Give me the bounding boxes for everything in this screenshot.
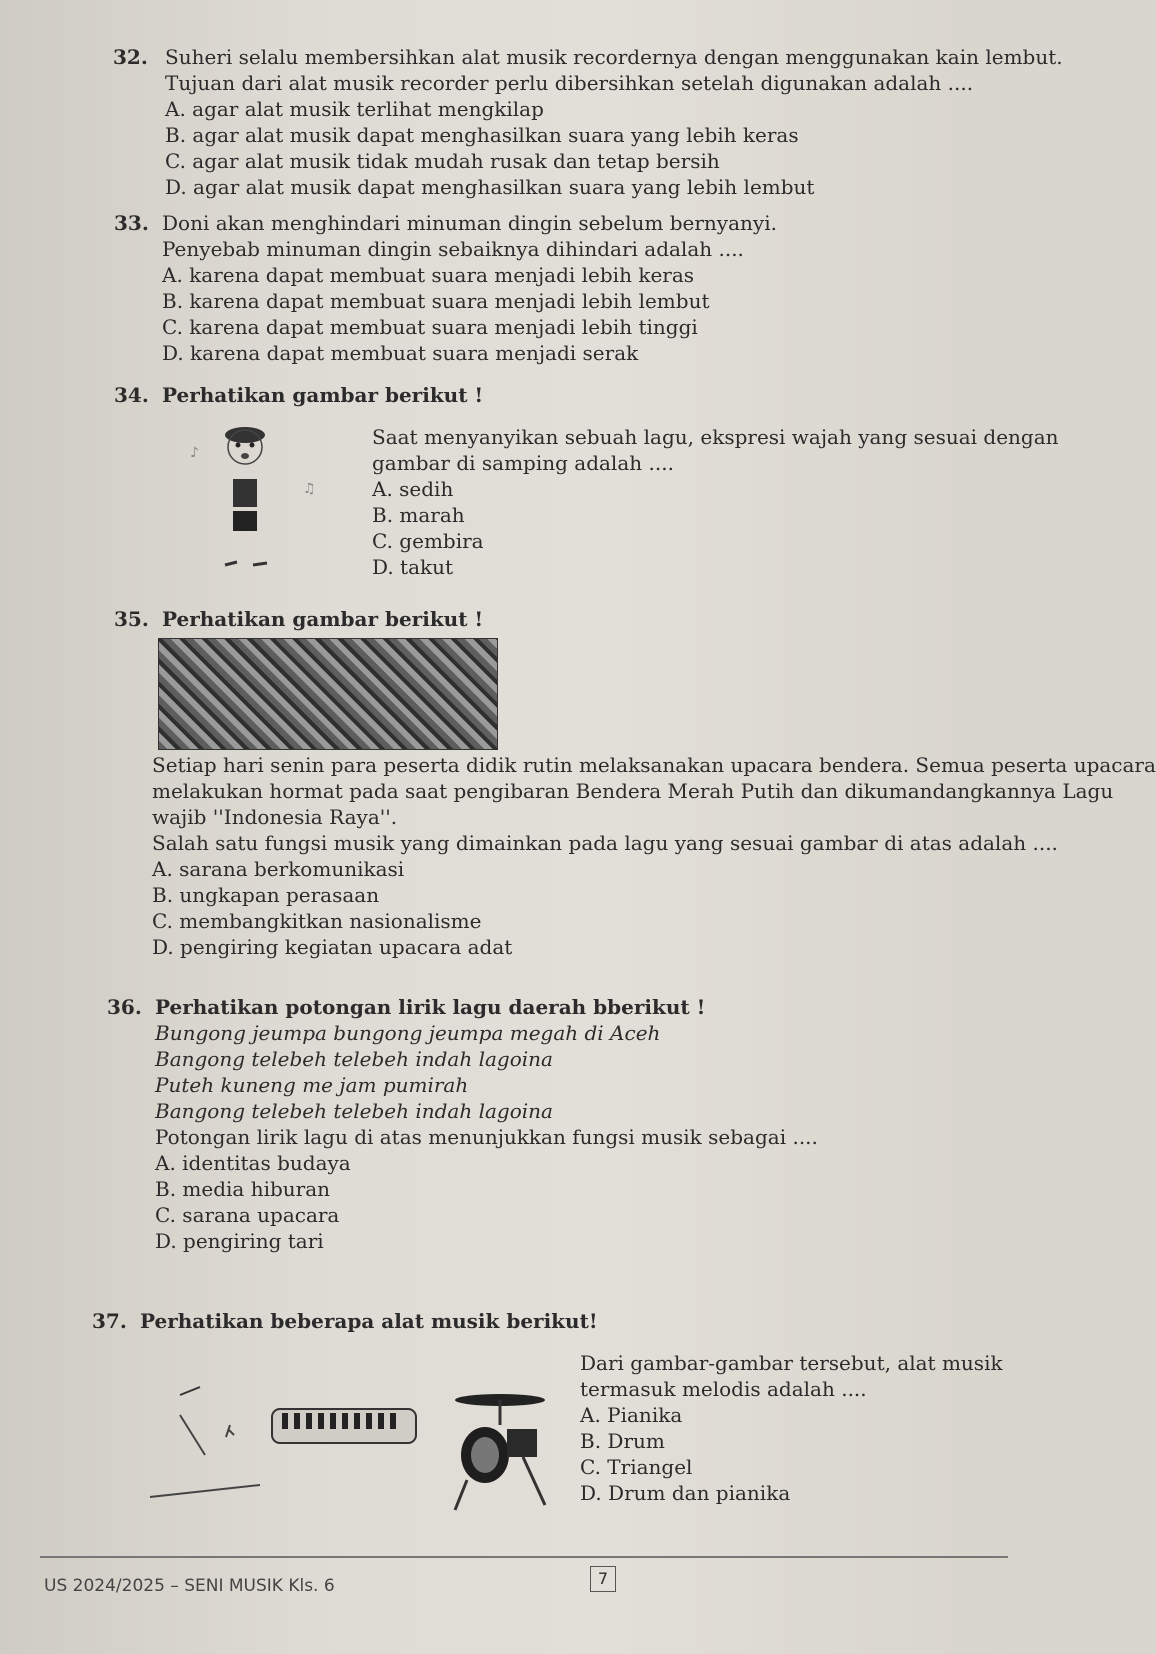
option-b: B. media hiburan — [155, 1177, 331, 1201]
question-33 — [114, 210, 777, 366]
singer-illustration — [185, 415, 335, 575]
option-d: D. pengiring kegiatan upacara adat — [152, 935, 513, 959]
svg-text:♫: ♫ — [303, 481, 316, 497]
question-stem: gambar di samping adalah .... — [372, 451, 674, 475]
option-d: D. takut — [372, 555, 454, 579]
question-stem: Saat menyanyikan sebuah lagu, ekspresi wajah yang sesuai dengan — [372, 425, 1059, 449]
question-stem: Potongan lirik lagu di atas menunjukkan fungsi musik sebagai .... — [155, 1125, 818, 1149]
option-c: C. karena dapat membuat suara menjadi lebih tinggi — [162, 315, 698, 339]
question-stem: melakukan hormat pada saat pengibaran Bendera Merah Putih dan dikumandangkannya Lagu — [152, 779, 1114, 803]
lyric-line: Bangong telebeh telebeh indah lagoina — [155, 1047, 553, 1071]
option-b: B. karena dapat membuat suara menjadi lebih lembut — [162, 289, 710, 313]
footer-divider — [40, 1556, 1008, 1558]
question-35-body — [152, 752, 1156, 960]
option-c: C. sarana upacara — [155, 1203, 340, 1227]
option-c: C. Triangel — [580, 1455, 693, 1479]
drum-icon — [445, 1385, 555, 1515]
question-stem: termasuk melodis adalah .... — [580, 1377, 867, 1401]
lyric-line: Bungong jeumpa bungong jeumpa megah di Aceh — [155, 1021, 661, 1045]
option-d: D. agar alat musik dapat menghasilkan suara yang lebih lembut — [165, 175, 815, 199]
option-b: B. Drum — [580, 1429, 665, 1453]
option-c: C. membangkitkan nasionalisme — [152, 909, 482, 933]
question-stem: Penyebab minuman dingin sebaiknya dihindari adalah .... — [162, 237, 744, 261]
svg-text:♪: ♪ — [190, 445, 199, 461]
option-d: D. pengiring tari — [155, 1229, 324, 1253]
option-b: B. marah — [372, 503, 465, 527]
option-c: C. agar alat musik tidak mudah rusak dan tetap bersih — [165, 149, 720, 173]
option-a: A. karena dapat membuat suara menjadi lebih keras — [162, 263, 695, 287]
question-37 — [92, 1308, 598, 1334]
question-stem: Suheri selalu membersihkan alat musik recordernya dengan menggunakan kain lembut. — [165, 45, 1063, 69]
lyric-line: Bangong telebeh telebeh indah lagoina — [155, 1099, 553, 1123]
option-a: A. sarana berkomunikasi — [152, 857, 405, 881]
question-36 — [107, 994, 818, 1254]
option-a: A. Pianika — [580, 1403, 683, 1427]
question-32 — [113, 44, 1063, 200]
option-a: A. sedih — [372, 477, 454, 501]
question-stem: Tujuan dari alat musik recorder perlu dibersihkan setelah digunakan adalah .... — [165, 71, 974, 95]
lyric-line: Puteh kuneng me jam pumirah — [155, 1073, 469, 1097]
question-heading: Perhatikan gambar berikut ! — [162, 383, 484, 407]
question-37-body — [580, 1350, 1003, 1506]
question-number: 32. — [113, 45, 148, 69]
page-number: 7 — [590, 1566, 616, 1592]
question-heading: Perhatikan potongan lirik lagu daerah bberikut ! — [155, 995, 706, 1019]
option-a: A. identitas budaya — [155, 1151, 351, 1175]
flag-ceremony-photo — [158, 638, 498, 750]
question-heading: Perhatikan beberapa alat musik berikut! — [140, 1309, 598, 1333]
question-stem: Dari gambar-gambar tersebut, alat musik — [580, 1351, 1003, 1375]
option-b: B. ungkapan perasaan — [152, 883, 380, 907]
triangle-instrument-illustration — [150, 1385, 260, 1505]
question-number: 36. — [107, 995, 142, 1019]
option-d: D. Drum dan pianika — [580, 1481, 791, 1505]
question-number: 37. — [92, 1309, 127, 1333]
question-stem: Salah satu fungsi musik yang dimainkan pada lagu yang sesuai gambar di atas adalah .... — [152, 831, 1058, 855]
question-stem: Doni akan menghindari minuman dingin sebelum bernyanyi. — [162, 211, 777, 235]
question-stem: wajib ''Indonesia Raya''. — [152, 805, 398, 829]
question-number: 34. — [114, 383, 149, 407]
question-number: 35. — [114, 607, 149, 631]
question-heading: Perhatikan gambar berikut ! — [162, 607, 484, 631]
question-number: 33. — [114, 211, 149, 235]
question-stem: Setiap hari senin para peserta didik rutin melaksanakan upacara bendera. Semua peserta upacara — [152, 753, 1156, 777]
question-34 — [114, 382, 484, 408]
footer-label: US 2024/2025 – SENI MUSIK Kls. 6 — [44, 1576, 335, 1596]
option-b: B. agar alat musik dapat menghasilkan suara yang lebih keras — [165, 123, 799, 147]
option-a: A. agar alat musik terlihat mengkilap — [165, 97, 544, 121]
question-35 — [114, 606, 484, 632]
option-d: D. karena dapat membuat suara menjadi serak — [162, 341, 639, 365]
option-c: C. gembira — [372, 529, 484, 553]
question-34-body — [372, 424, 1059, 580]
pianika-icon — [270, 1403, 420, 1448]
